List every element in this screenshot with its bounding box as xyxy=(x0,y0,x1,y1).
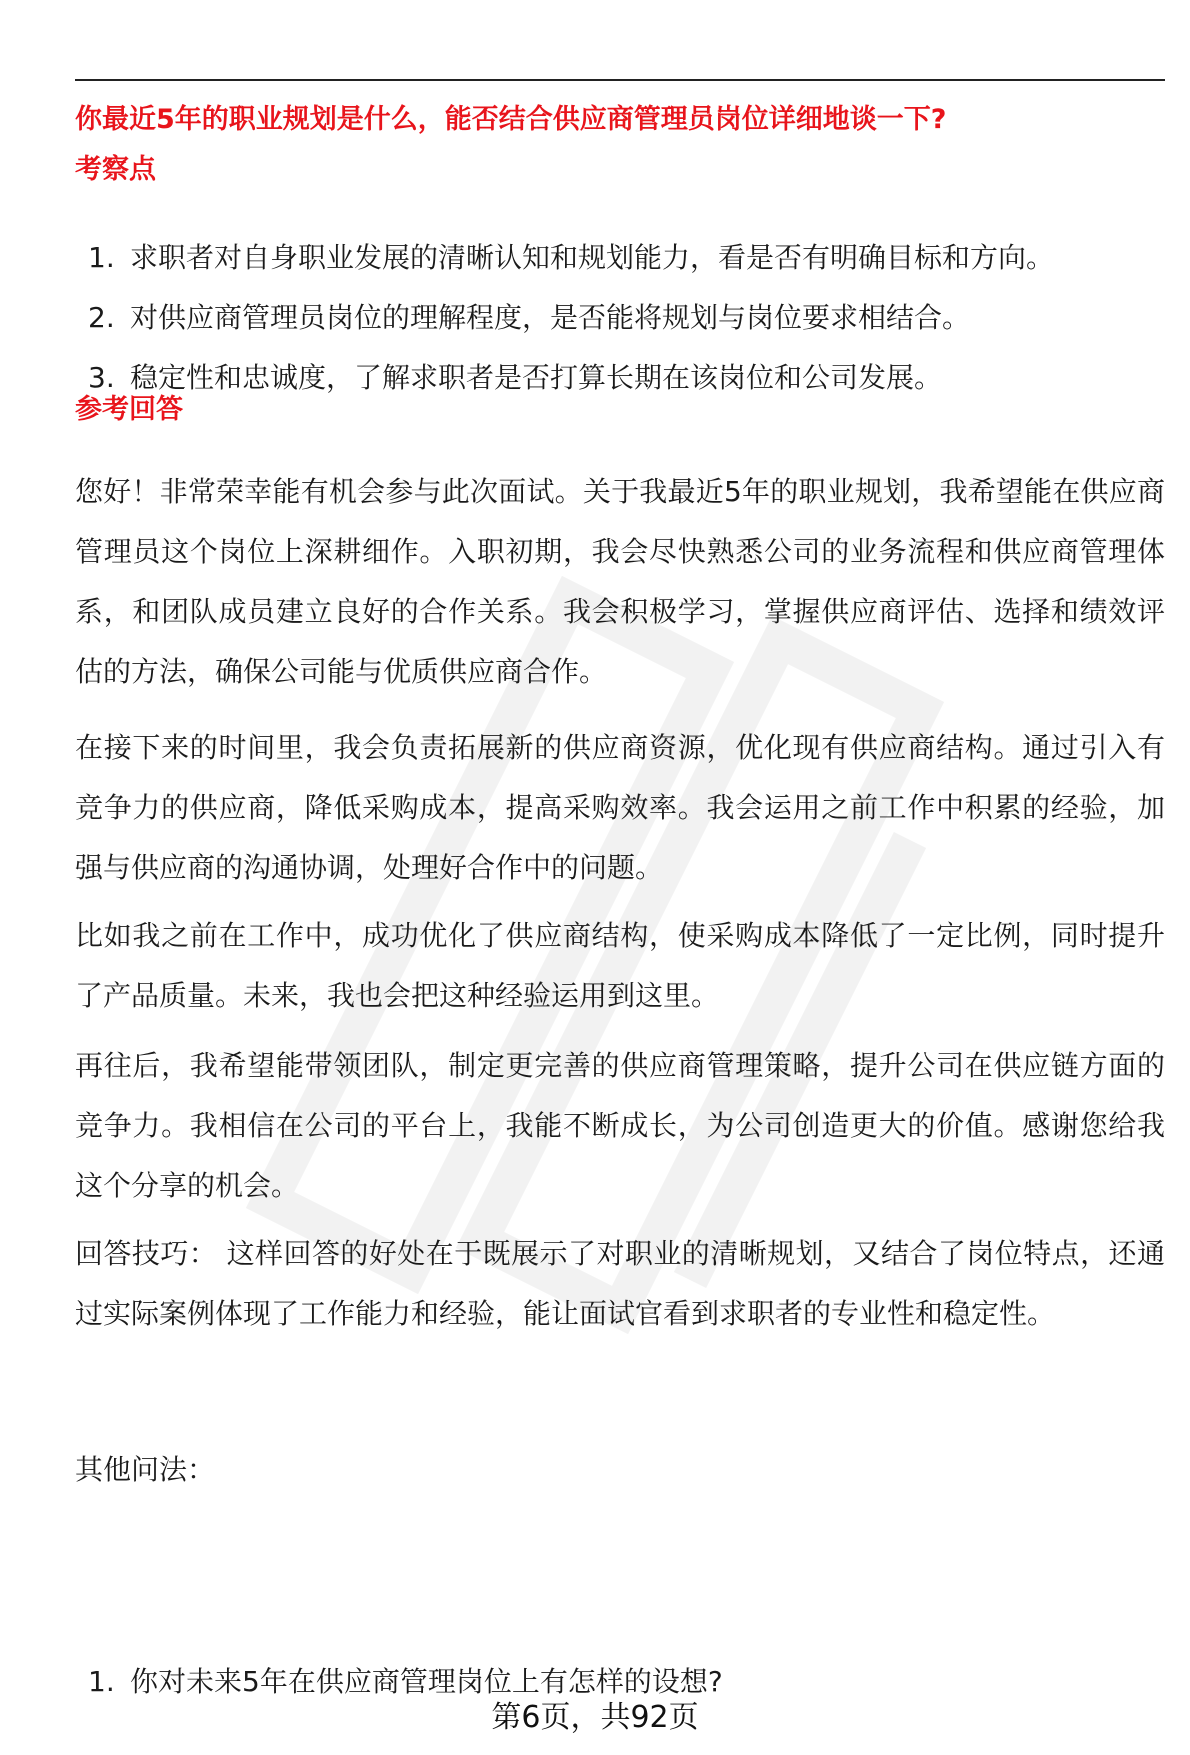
reference-answer-heading: 参考回答 xyxy=(75,394,183,425)
list-number: 1. xyxy=(88,1665,115,1698)
list-item-text: 你对未来5年在供应商管理岗位上有怎样的设想? xyxy=(130,1665,723,1698)
exam-points-list xyxy=(88,238,1168,418)
answer-paragraph: 比如我之前在工作中，成功优化了供应商结构，使采购成本降低了一定比例，同时提升了产品质量。未来，我也会把这种经验运用到这里。 xyxy=(75,919,1165,1012)
question-title: 你最近5年的职业规划是什么，能否结合供应商管理员岗位详细地谈一下? xyxy=(75,104,947,135)
list-number: 3. xyxy=(88,361,115,394)
answer-paragraph: 您好！非常荣幸能有机会参与此次面试。关于我最近5年的职业规划，我希望能在供应商管理员这个岗位上深耕细作。入职初期，我会尽快熟悉公司的业务流程和供应商管理体系，和团队成员建立良好的合作关系。我会积极学习，掌握供应商评估、选择和绩效评估的方法，确保公司能与优质供应商合作。 xyxy=(75,475,1165,688)
answer-tips: 回答技巧： 这样回答的好处在于既展示了对职业的清晰规划，又结合了岗位特点，还通过实际案例体现了工作能力和经验，能让面试官看到求职者的专业性和稳定性。 xyxy=(75,1237,1165,1330)
page-number: 第6页，共92页 xyxy=(491,1700,699,1735)
top-divider xyxy=(75,79,1165,81)
list-item xyxy=(88,298,1168,358)
list-item-text: 对供应商管理员岗位的理解程度，是否能将规划与岗位要求相结合。 xyxy=(130,301,971,334)
exam-points-heading: 考察点 xyxy=(75,154,156,185)
other-questions-heading: 其他问法： xyxy=(75,1453,216,1486)
list-item-text: 稳定性和忠诚度，了解求职者是否打算长期在该岗位和公司发展。 xyxy=(130,361,943,394)
answer-paragraph: 再往后，我希望能带领团队，制定更完善的供应商管理策略，提升公司在供应链方面的竞争力。我相信在公司的平台上，我能不断成长，为公司创造更大的价值。感谢您给我这个分享的机会。 xyxy=(75,1049,1165,1202)
list-item xyxy=(88,358,1168,418)
list-number: 1. xyxy=(88,241,115,274)
list-item xyxy=(88,238,1168,298)
list-number: 2. xyxy=(88,301,115,334)
answer-paragraph: 在接下来的时间里，我会负责拓展新的供应商资源，优化现有供应商结构。通过引入有竞争力的供应商，降低采购成本，提高采购效率。我会运用之前工作中积累的经验，加强与供应商的沟通协调，处理好合作中的问题。 xyxy=(75,731,1165,884)
list-item-text: 求职者对自身职业发展的清晰认知和规划能力，看是否有明确目标和方向。 xyxy=(130,241,1055,274)
